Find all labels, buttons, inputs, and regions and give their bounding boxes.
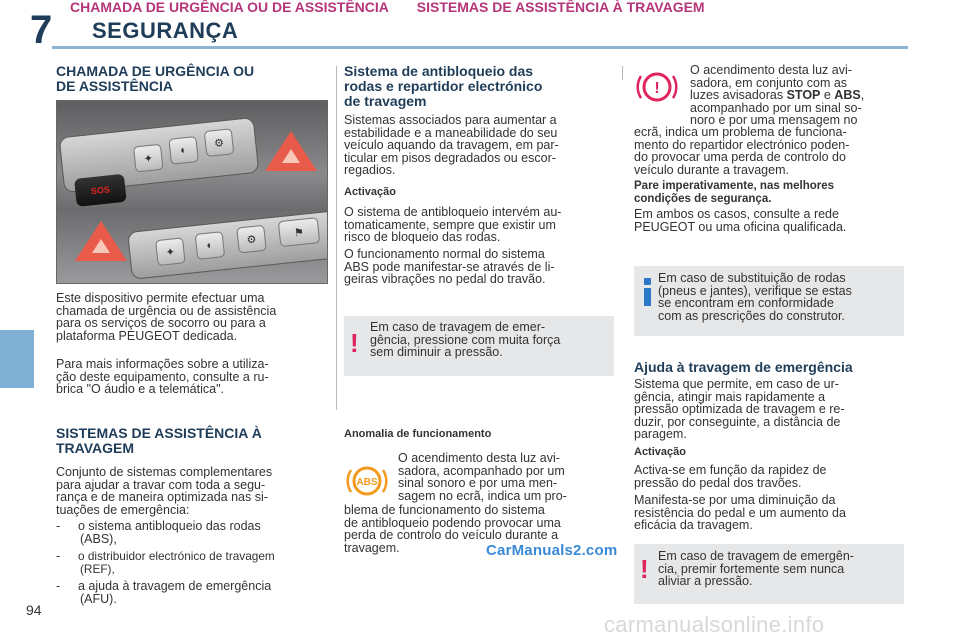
wheel-info-text: Em caso de substituição de rodas (pneus e jantes), verifique se estas se encontram em conformidade com as prescrições do construtor.: [658, 271, 852, 323]
lock-icon: ◐: [195, 231, 226, 260]
lock-icon: ◐: [168, 136, 199, 165]
afu-effect-text: Manifesta-se por uma diminuição da resistência do pedal e um aumento da eficácia da travagem.: [634, 493, 846, 533]
header-section-2: SISTEMAS DE ASSISTÊNCIA À TRAVAGEM: [416, 0, 705, 15]
upper-control-panel: [59, 117, 260, 197]
chapter-side-tab: [0, 330, 34, 388]
header-sections: [70, 0, 729, 14]
afu-warning-box: [634, 544, 904, 604]
chapter-title: SEGURANÇA: [92, 18, 239, 43]
warning-icon: !: [640, 554, 649, 584]
svg-text:ABS: ABS: [356, 477, 378, 488]
stop-imperatively-note: Pare imperativamente, nas melhores condições de segurança.: [634, 180, 835, 205]
abs-activation-heading: Activação: [344, 186, 396, 198]
info-icon: [642, 278, 652, 308]
braking-assistance-intro: Conjunto de sistemas complementares para ajudar a travar com toda a segu- rança e de maneira optimizada nas si- tuações de emergência:: [56, 465, 273, 517]
afu-warning-text: Em caso de travagem de emergên- cia, premir fortemente sem nunca aliviar a pressão.: [658, 549, 854, 589]
wheel-info-box: [634, 266, 904, 336]
abs-anomaly-full: blema de funcionamento do sistema de antibloqueio podendo provocar uma perda de controlo do veículo durante a travagem.: [344, 503, 561, 555]
column-divider: [622, 66, 623, 80]
warning-icon: !: [350, 328, 359, 358]
assistance-icon: ⚙: [204, 128, 235, 157]
column-divider: [336, 66, 337, 410]
carmanuals-watermark[interactable]: CarManuals2.com: [486, 542, 618, 559]
assistance-call-icon: ⚑: [278, 217, 320, 247]
sos-button-image: SOS: [74, 174, 127, 207]
abs-normal-operation: O funcionamento normal do sistema ABS pode manifestar-se através de li- geiras vibrações no pedal do travão.: [344, 247, 555, 287]
assistance-icon: ⚙: [236, 225, 267, 254]
seat-icon: ✦: [155, 237, 186, 266]
section-title-emergency-call: CHAMADA DE URGÊNCIA OU DE ASSISTÊNCIA: [56, 63, 255, 94]
brake-light-description-full: ecrã, indica um problema de funciona- mento do repartidor electrónico poden- do provocar uma perda de controlo do veículo durante a travagem.: [634, 125, 850, 177]
header-section-1: CHAMADA DE URGÊNCIA OU DE ASSISTÊNCIA: [70, 0, 389, 15]
lower-control-panel: [127, 210, 328, 280]
abs-warning-light-icon: [344, 458, 390, 504]
seat-icon: ✦: [133, 144, 164, 173]
section-title-abs: Sistema de antibloqueio das rodas e repartidor electrónico de travagem: [344, 63, 543, 109]
afu-description: Sistema que permite, em caso de ur- gência, atingir mais rapidamente a pressão optimizada de travagem e re- duzir, por conseguinte, a distância de paragem.: [634, 377, 845, 442]
brake-light-description-indented: O acendimento desta luz avi- sadora, em conjunto com as luzes avisadoras STOP e ABS, acompanhado por um sinal so- noro e por uma mensagem no: [690, 63, 865, 128]
abs-anomaly-indented: O acendimento desta luz avi- sadora, acompanhado por um sinal sonoro e por uma men- sagem no ecrã, indica um pro-: [398, 451, 567, 503]
abs-warning-text: Em caso de travagem de emer- gência, pressione com muita força sem diminuir a pressão.: [370, 320, 561, 360]
anomaly-heading: Anomalia de funcionamento: [344, 428, 492, 440]
emergency-call-more-info: Para mais informações sobre a utiliza- ção deste equipamento, consulte a ru- brica "O áudio e a telemática".: [56, 357, 269, 397]
brake-warning-light-icon: [634, 64, 680, 110]
afu-activation-text: Activa-se em função da rapidez de pressão do pedal dos travões.: [634, 463, 827, 490]
hazard-icon-inner: [92, 239, 110, 253]
emergency-call-description: Este dispositivo permite efectuar uma chamada de urgência ou de assistência para os serviços de socorro ou para a plataforma PEUGEOT dedicada.: [56, 291, 277, 343]
section-title-emergency-brake-assist: Ajuda à travagem de emergência: [634, 359, 853, 375]
svg-text:!: !: [654, 80, 660, 97]
header-rule: [52, 46, 908, 49]
footer-watermark: carmanualsonline.info: [604, 612, 825, 637]
emergency-buttons-photo: [56, 100, 328, 284]
abs-activation-text: O sistema de antibloqueio intervém au- tomaticamente, sempre que existir um risco de bloqueio das rodas.: [344, 205, 562, 245]
afu-activation-heading: Activação: [634, 446, 686, 458]
page-number: 94: [26, 602, 42, 618]
abs-description: Sistemas associados para aumentar a estabilidade e a maneabilidade do seu veículo aquando da travagem, em par- ticular em pisos degradados ou escor- regadios.: [344, 113, 559, 178]
hazard-icon-inner: [282, 149, 300, 163]
consult-network-text: Em ambos os casos, consulte a rede PEUGEOT ou uma oficina qualificada.: [634, 207, 847, 234]
section-title-braking-assistance: SISTEMAS DE ASSISTÊNCIA À TRAVAGEM: [56, 425, 262, 456]
chapter-number: 7: [30, 8, 53, 52]
abs-warning-box: [344, 316, 614, 376]
